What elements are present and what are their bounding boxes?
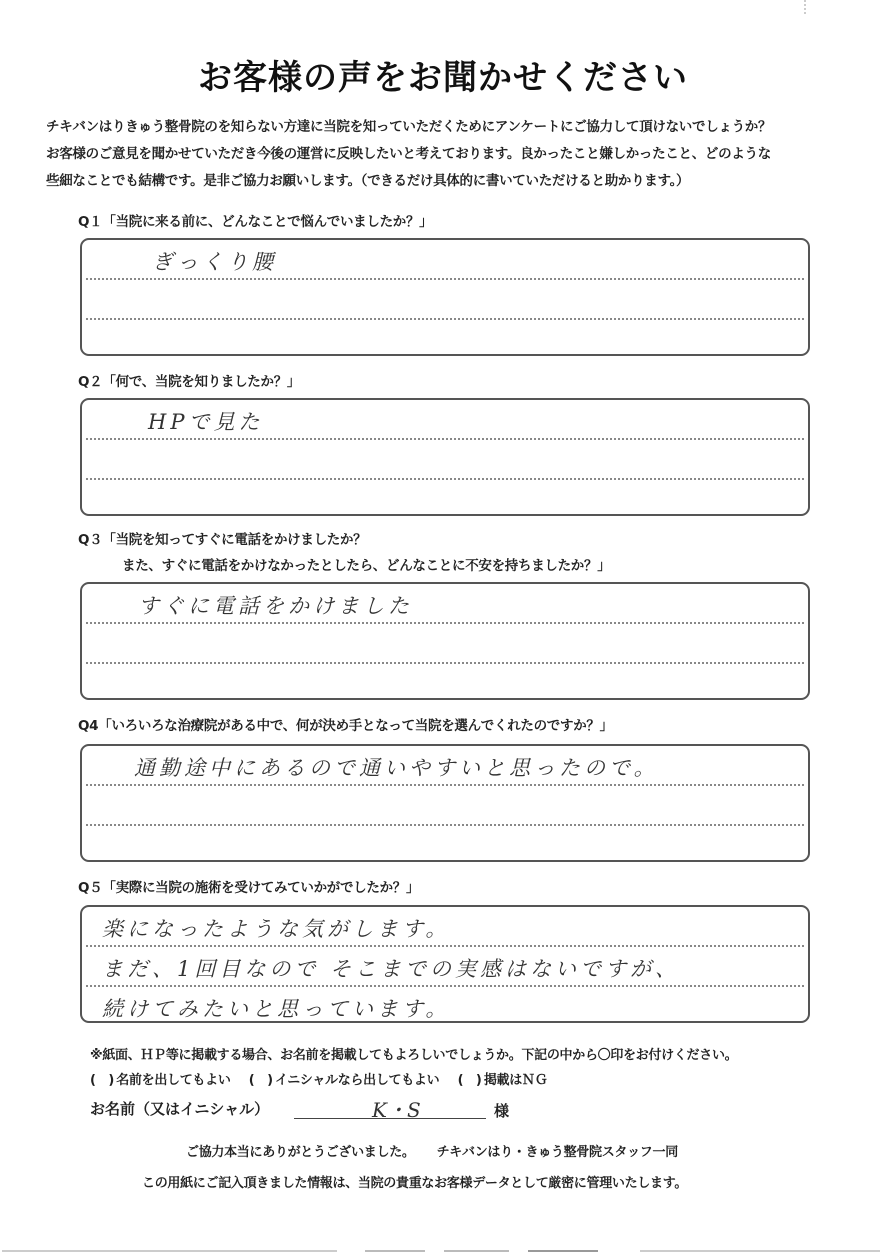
publication-consent — [90, 1043, 830, 1093]
question-2-label: Q２「何で、当院を知りましたか？」 — [78, 374, 301, 390]
option-label: 掲載はＮＧ — [483, 1073, 548, 1088]
consent-note: ※紙面、ＨＰ等に掲載する場合、お名前を掲載してもよろしいでしょうか。下記の中から〇印をお付けください。 — [90, 1048, 738, 1063]
answer-box-3[interactable] — [80, 582, 810, 700]
ruled-line — [86, 278, 804, 280]
checkbox-bracket[interactable]: ( ) — [248, 1073, 273, 1088]
name-field-value[interactable]: K・S — [372, 1098, 421, 1122]
answer-box-2[interactable] — [80, 398, 810, 516]
question-4-label: Q4「いろいろな治療院がある中で、何が決め手となって当院を選んでくれたのですか？」 — [78, 718, 613, 734]
handwritten-answer: ぎっくり腰 — [152, 250, 277, 274]
ruled-line — [86, 438, 804, 440]
ruled-line — [86, 318, 804, 320]
handwritten-answer: すぐに電話をかけました — [138, 594, 413, 618]
thanks-message: ご協力本当にありがとうございました。 — [186, 1145, 415, 1160]
name-field-label: お名前（又はイニシャル） — [90, 1100, 270, 1118]
checkbox-bracket[interactable]: ( ) — [457, 1073, 482, 1088]
ruled-line — [86, 824, 804, 826]
intro-paragraph — [46, 114, 846, 195]
page-title: お客様の声をお聞かせください — [198, 58, 688, 98]
ruled-line — [86, 662, 804, 664]
handwritten-answer-line-1: 楽になったような気がします。 — [102, 917, 451, 941]
ruled-line — [86, 622, 804, 624]
scan-artifact — [804, 0, 808, 14]
ruled-line — [86, 945, 804, 947]
intro-line: チキバンはりきゅう整骨院のを知らない方達に当院を知っていただくためにアンケートにご協力して頂けないでしょうか？ — [46, 119, 772, 135]
answer-box-5[interactable] — [80, 905, 810, 1023]
consent-option-initials[interactable] — [249, 1068, 440, 1093]
ruled-line — [86, 478, 804, 480]
handwritten-answer-line-2: まだ、1回目なので そこまでの実感はないですが、 — [102, 957, 681, 981]
option-label: イニシャルなら出してもよい — [275, 1073, 440, 1088]
option-label: 名前を出してもよい — [116, 1073, 231, 1088]
consent-options — [90, 1068, 830, 1093]
intro-line: 些細なことでも結構です。是非ご協力お願いします。（できるだけ具体的に書いていただけると助かります。） — [46, 173, 690, 189]
thanks-line — [186, 1141, 678, 1160]
intro-line: お客様のご意見を聞かせていただき今後の運営に反映したいと考えております。良かったこと嫌しかったこと、どのような — [46, 146, 771, 162]
question-5-label: Q５「実際に当院の施術を受けてみていかがでしたか？」 — [78, 880, 420, 896]
handwritten-answer: HPで見た — [148, 410, 264, 434]
ruled-line — [86, 784, 804, 786]
staff-signature: チキバンはり・きゅう整骨院スタッフ一同 — [436, 1145, 678, 1160]
name-suffix: 様 — [494, 1102, 510, 1120]
question-3-label: Q３「当院を知ってすぐに電話をかけましたか？ — [78, 532, 367, 548]
consent-option-ng[interactable] — [458, 1068, 548, 1093]
privacy-notice: この用紙にご記入頂きました情報は、当院の貴重なお客様データとして厳密に管理いたします。 — [142, 1176, 688, 1191]
ruled-line — [86, 985, 804, 987]
consent-option-name[interactable] — [90, 1068, 231, 1093]
answer-box-1[interactable] — [80, 238, 810, 356]
question-1-label: Q１「当院に来る前に、どんなことで悩んでいましたか？」 — [78, 214, 433, 230]
scan-artifact-bottom — [0, 1250, 886, 1253]
answer-box-4[interactable] — [80, 744, 810, 862]
handwritten-answer: 通勤途中にあるので通いやすいと思ったので。 — [134, 756, 659, 780]
checkbox-bracket[interactable]: ( ) — [90, 1073, 114, 1088]
handwritten-answer-line-3: 続けてみたいと思っています。 — [102, 997, 451, 1021]
question-3-label-line2: また、すぐに電話をかけなかったとしたら、どんなことに不安を持ちましたか？」 — [122, 558, 611, 574]
